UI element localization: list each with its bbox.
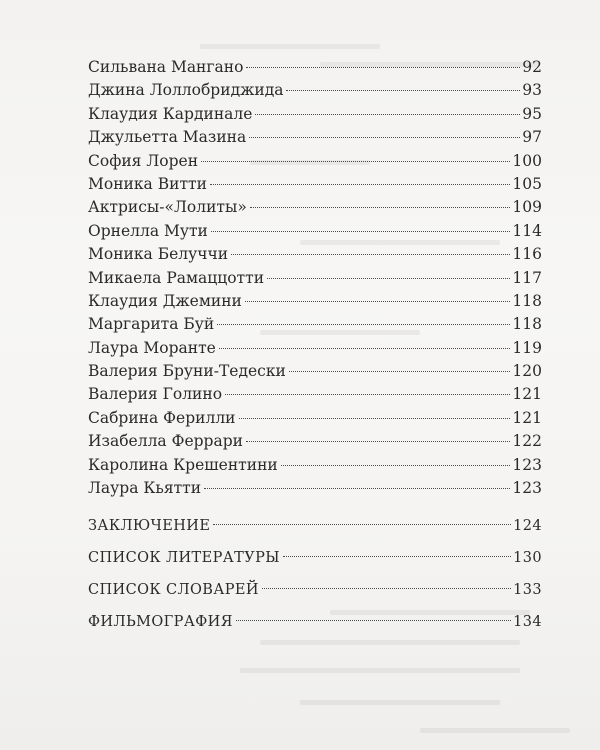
toc-entry-title: Клаудия Джемини	[88, 291, 242, 310]
toc-entry	[88, 150, 542, 173]
toc-entry	[88, 383, 542, 406]
toc-page-number: 114	[512, 221, 542, 240]
toc-entry	[88, 454, 542, 477]
toc-section-entry	[88, 542, 542, 574]
dot-leader	[239, 418, 511, 419]
dot-leader	[245, 301, 511, 302]
toc-entry-title: Маргарита Буй	[88, 315, 215, 334]
toc-entry-title: Моника Витти	[88, 174, 207, 193]
toc-page-number: 119	[512, 338, 542, 357]
bleed-through-line	[260, 640, 520, 645]
dot-leader	[236, 620, 511, 621]
toc-entry	[88, 290, 542, 313]
toc-page-number: 117	[512, 268, 542, 287]
toc-entry	[88, 360, 542, 383]
dot-leader	[255, 114, 520, 115]
toc-entry-title: СПИСОК ЛИТЕРАТУРЫ	[88, 550, 280, 567]
dot-leader	[249, 137, 520, 138]
toc-entry	[88, 103, 542, 126]
toc-entry-title: СПИСОК СЛОВАРЕЙ	[88, 582, 259, 599]
toc-page-number: 95	[522, 104, 542, 123]
dot-leader	[219, 348, 511, 349]
toc-page-number: 93	[522, 81, 542, 100]
dot-leader	[211, 231, 511, 232]
toc-page-number: 116	[512, 245, 542, 264]
toc-entry	[88, 56, 542, 79]
toc-page-number: 122	[512, 432, 542, 451]
toc-entry-title: Валерия Бруни-Тедески	[88, 362, 286, 381]
toc-entry	[88, 173, 542, 196]
toc-entry	[88, 313, 542, 336]
toc-entry	[88, 267, 542, 290]
toc-entry-title: Джина Лоллобриджида	[88, 81, 284, 100]
dot-leader	[286, 90, 520, 91]
dot-leader	[246, 441, 510, 442]
bleed-through-line	[240, 668, 520, 673]
toc-page-number: 121	[512, 385, 542, 404]
dot-leader	[201, 161, 510, 162]
toc-page-number: 118	[512, 291, 542, 310]
dot-leader	[231, 254, 510, 255]
toc-entry	[88, 430, 542, 453]
dot-leader	[283, 556, 511, 557]
toc-entry	[88, 243, 542, 266]
bleed-through-line	[300, 700, 500, 705]
dot-leader	[225, 394, 510, 395]
toc-entry	[88, 196, 542, 219]
toc-entry-title: Сабрина Ферилли	[88, 408, 236, 427]
toc-section-entry	[88, 574, 542, 606]
toc-entry	[88, 220, 542, 243]
toc-page-number: 134	[513, 614, 542, 631]
toc-entry-title: ЗАКЛЮЧЕНИЕ	[88, 518, 211, 535]
toc-entry-title: Джульетта Мазина	[88, 128, 247, 147]
toc-page-number: 121	[512, 408, 542, 427]
toc-page-number: 123	[512, 455, 542, 474]
toc-page-number: 97	[522, 128, 542, 147]
toc-entry	[88, 407, 542, 430]
toc-entry-title: Лаура Кьятти	[88, 479, 202, 498]
toc-entry-title: Лаура Моранте	[88, 338, 216, 357]
toc-page-number: 120	[512, 362, 542, 381]
dot-leader	[246, 67, 520, 68]
toc-page-number: 118	[512, 315, 542, 334]
dot-leader	[204, 488, 510, 489]
toc-entry-title: Орнелла Мути	[88, 221, 208, 240]
dot-leader	[210, 184, 510, 185]
toc-entry-title: Моника Белуччи	[88, 245, 229, 264]
dot-leader	[250, 207, 511, 208]
toc-entry-title: Валерия Голино	[88, 385, 223, 404]
bleed-through-line	[200, 44, 380, 49]
toc-entry	[88, 126, 542, 149]
toc-page-number: 123	[512, 479, 542, 498]
toc-entry-title: ФИЛЬМОГРАФИЯ	[88, 614, 233, 631]
toc-page-number: 92	[522, 58, 542, 76]
toc-page-number: 100	[512, 151, 542, 170]
toc-entry-title: Актрисы-«Лолиты»	[88, 198, 247, 217]
toc-entry	[88, 79, 542, 102]
toc-entry-title: Клаудия Кардинале	[88, 104, 253, 123]
toc-entry	[88, 337, 542, 360]
toc-entry-title: Изабелла Феррари	[88, 432, 243, 451]
dot-leader	[217, 324, 510, 325]
table-of-contents	[88, 56, 542, 638]
toc-entry-title: Каролина Крешентини	[88, 455, 278, 474]
toc-page-number: 109	[512, 198, 542, 217]
toc-section-entry	[88, 510, 542, 542]
toc-page-number: 124	[513, 518, 542, 535]
toc-page-number: 133	[513, 582, 542, 599]
dot-leader	[262, 588, 511, 589]
toc-entry-title: София Лорен	[88, 151, 199, 170]
bleed-through-line	[420, 728, 570, 733]
dot-leader	[267, 278, 510, 279]
toc-section-entry	[88, 606, 542, 638]
dot-leader	[289, 371, 511, 372]
toc-page-number: 105	[512, 174, 542, 193]
dot-leader	[281, 465, 511, 466]
toc-page-number: 130	[513, 550, 542, 567]
toc-entry-title: Микаела Рамаццотти	[88, 268, 265, 287]
toc-entry-title: Сильвана Мангано	[88, 58, 244, 76]
dot-leader	[213, 524, 511, 525]
toc-entry	[88, 477, 542, 500]
